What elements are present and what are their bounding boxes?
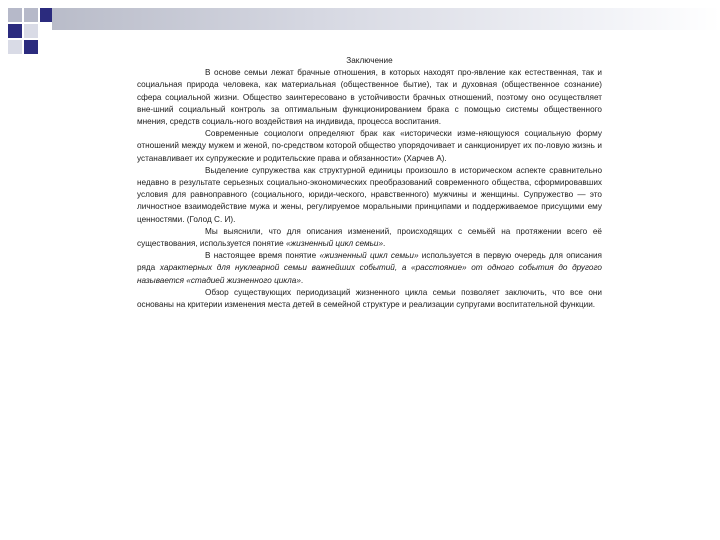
text-run: В настоящее время понятие	[205, 251, 320, 261]
document-body	[137, 55, 602, 311]
deco-square	[8, 8, 22, 22]
deco-square	[24, 40, 38, 54]
text-run: Мы выяснили, что для описания изменений, происходящих с семьёй на протяжении всего её существования, используется понятие	[137, 226, 602, 249]
italic-term: «жизненный цикл семьи»	[319, 251, 419, 261]
text-run: .	[383, 239, 386, 249]
document-title: Заключение	[346, 56, 393, 65]
paragraph: Современные социологи определяют брак как «исторически изме-няющуюся социальную форму отношений между мужем и женой, по-средством которой общество упорядочивает и санкционирует их по-ловую жизнь и устанавливает их супружеские и родительские права и обязанности» (Харчев А).	[137, 129, 602, 163]
text-run: используется в первую очередь для описания ряда	[137, 251, 602, 273]
header-gradient-bar	[52, 8, 720, 30]
paragraph: В основе семьи лежат брачные отношения, в которых находят про-явление как естественная, так и социальная природа человека, как материальная (общественное бытие), так и духовная (общественное сознание) сфера социальной жизни. Общество заинтересовано в устойчивости брачных отношений, поэтому оно осуществляет вне-шний социальный контроль за оптимальным функционированием брака с помощью системы общественного мнения, средств социаль-ного воздействия на индивида, процесса воспитания.	[137, 68, 602, 127]
deco-square	[8, 24, 22, 38]
italic-term: «жизненный цикл семьи»	[285, 239, 383, 249]
paragraph: Выделение супружества как структурной единицы произошло в историческом аспекте сравнительно недавно в результате серьезных социально-экономических преобразований современного общества, сформировавших условия для равноправного (социального, юриди-ческого, нравственного) мужчины и женщины. Супружество — это личностное взаимодействие мужа и жены, регулируемое моральными принципами и поддерживаемое присущими ему ценностями. (Голод С. И).	[137, 165, 602, 224]
paragraph	[137, 226, 602, 250]
deco-square	[24, 24, 38, 38]
deco-square	[40, 8, 52, 22]
deco-square	[24, 8, 38, 22]
text-run: .	[300, 275, 304, 285]
italic-phrase: характерных для нуклеарной семьи важнейших событий, а «расстояние» от одного события до другого называется «стадией жизненного цикла»	[137, 263, 602, 285]
paragraph	[137, 250, 602, 287]
deco-square	[8, 40, 22, 54]
paragraph: Обзор существующих периодизаций жизненного цикла семьи позволяет заключить, что все они основаны на критерии изменения места детей в семейной структуре и реализации супругами воспитательной функции.	[137, 287, 602, 310]
